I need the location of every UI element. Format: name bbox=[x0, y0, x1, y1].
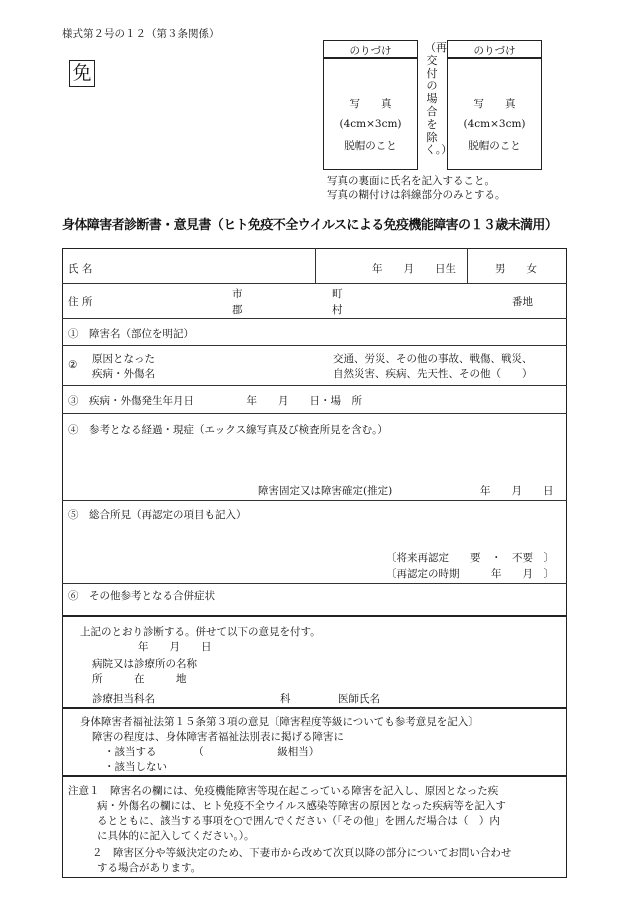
photo-size-left: (4cm×3cm) bbox=[339, 118, 402, 130]
address-shi: 市 bbox=[232, 288, 243, 300]
form-number: 様式第２号の１２（第３条関係） bbox=[62, 28, 220, 40]
department-suffix: 科 bbox=[280, 693, 291, 705]
note1-line2: 病・外傷名の欄には、ヒト免疫不全ウイルス感染等障害の原因となった疾病等を記入す bbox=[97, 800, 506, 812]
birth-date: 年 月 日生 bbox=[372, 263, 456, 275]
row-complications: ⑥ その他参考となる合併症状 bbox=[68, 590, 215, 602]
row-overall-findings: ⑤ 総合所見（再認定の項目も記入） bbox=[68, 509, 247, 521]
row2-cause-b: 疾病・外傷名 bbox=[92, 368, 155, 380]
note1-line4: に具体的に記入してください。）。 bbox=[97, 830, 255, 842]
row2-cause-a: 原因となった bbox=[92, 353, 155, 365]
photo-label-right: 写 真 bbox=[473, 98, 516, 110]
recert-need: 〔将来再認定 要 ・ 不要 〕 bbox=[386, 552, 554, 564]
fixed-date: 年 月 日 bbox=[480, 485, 554, 497]
address-machi: 町 bbox=[332, 288, 343, 300]
opinion-applicable: ・該当する （ 級相当） bbox=[104, 746, 320, 758]
photo-note-left: 脱帽のこと bbox=[344, 140, 397, 152]
name-label: 氏 名 bbox=[68, 263, 93, 275]
diagnosis-statement: 上記のとおり診断する。併せて以下の意見を付す。 bbox=[80, 626, 321, 638]
gender-options: 男 女 bbox=[495, 263, 537, 275]
note1-line1: 注意１ 障害名の欄には、免疫機能障害等現在起こっている障害を記入し、原因となった疾 bbox=[68, 785, 499, 797]
row2-options-a: 交通、労災、その他の事故、戦傷、戦災、 bbox=[333, 353, 533, 365]
address-gun: 郡 bbox=[232, 304, 243, 316]
photo-label-left: 写 真 bbox=[349, 98, 392, 110]
doctor-name-label: 医師氏名 bbox=[338, 693, 380, 705]
note1-line3: るとともに、該当する事項を○で囲んでください（「その他」を囲んだ場合は（ ）内 bbox=[97, 815, 500, 827]
row2-options-b: 自然災害、疾病、先天性、その他（ ） bbox=[333, 368, 533, 380]
fixed-label: 障害固定又は障害確定(推定) bbox=[258, 485, 393, 497]
row2-number: ② bbox=[68, 359, 78, 371]
license-badge: 免 bbox=[69, 60, 95, 87]
note2-line2: する場合があります。 bbox=[97, 862, 202, 874]
note2-line1: ２ 障害区分や等級決定のため、下妻市から改めて次頁以降の部分についてお問い合わせ bbox=[92, 847, 512, 859]
row-onset-date: ③ 疾病・外傷発生年月日 年 月 日・場 所 bbox=[68, 395, 362, 407]
reissue-note: （再交付の場合を除く。） bbox=[425, 41, 453, 157]
photo-note-right: 脱帽のこと bbox=[468, 140, 521, 152]
paste-label-right: のりづけ bbox=[473, 45, 516, 57]
row-history: ④ 参考となる経過・現症（エックス線写真及び検査所見を含む。） bbox=[68, 424, 388, 436]
address-mura: 村 bbox=[332, 304, 343, 316]
opinion-degree: 障害の程度は、身体障害者福祉法別表に掲げる障害に bbox=[92, 731, 344, 743]
photo-instruction-1: 写真の裏面に氏名を記入すること。 bbox=[327, 175, 495, 187]
opinion-heading: 身体障害者福祉法第１５条第３項の意見〔障害程度等級についても参考意見を記入〕 bbox=[80, 716, 479, 728]
department-label: 診療担当科名 bbox=[92, 693, 155, 705]
paste-label-left: のりづけ bbox=[349, 45, 392, 57]
photo-instruction-2: 写真の糊付けは斜線部分のみとする。 bbox=[327, 189, 506, 201]
diagnosis-date: 年 月 日 bbox=[138, 641, 212, 653]
address-label: 住 所 bbox=[68, 296, 93, 308]
hospital-address-label: 所 在 地 bbox=[92, 673, 187, 685]
recert-time: 〔再認定の時期 年 月 〕 bbox=[386, 568, 554, 580]
address-banchi: 番地 bbox=[512, 296, 533, 308]
hospital-name-label: 病院又は診療所の名称 bbox=[92, 658, 197, 670]
photo-size-right: (4cm×3cm) bbox=[463, 118, 526, 130]
opinion-not-applicable: ・該当しない bbox=[104, 761, 167, 773]
row-disability-name: ① 障害名（部位を明記） bbox=[68, 328, 194, 340]
page-title: 身体障害者診断書・意見書（ヒト免疫不全ウイルスによる免疫機能障害の１３歳未満用） bbox=[62, 218, 558, 233]
